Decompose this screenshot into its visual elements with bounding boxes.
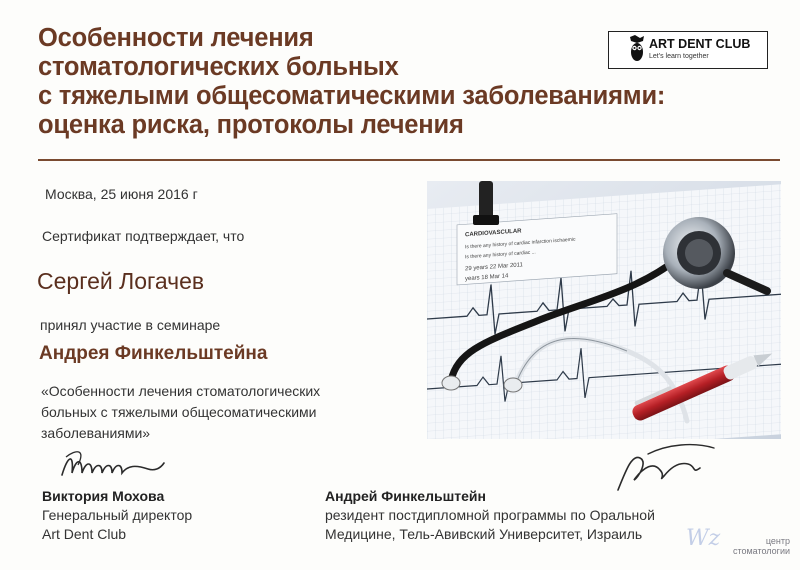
signer-name: Андрей Финкельштейн — [325, 488, 486, 504]
signer-org: Art Dent Club — [42, 526, 127, 542]
watermark-text — [733, 536, 790, 556]
ecg-row: years 18 Mar 14 — [465, 273, 509, 283]
stethoscope-ecg-photo — [427, 181, 781, 439]
logo-name: ART DENT CLUB — [649, 37, 751, 51]
title-line: Особенности лечения — [38, 24, 314, 52]
title-line: стоматологических больных — [38, 53, 399, 81]
signer-role: Генеральный директор — [42, 507, 193, 523]
watermark-logo: Wz — [686, 526, 721, 551]
ecg-heading: CARDIOVASCULAR — [465, 228, 522, 239]
seminar-line: «Особенности лечения стоматологических — [41, 383, 321, 399]
signer-finkelshtein — [325, 487, 655, 544]
seminar-line: заболеваниями» — [41, 425, 151, 441]
participation-text: принял участие в семинаре — [40, 317, 221, 333]
signer-mokhova — [42, 487, 192, 544]
title-line: оценка риска, протоколы лечения — [38, 111, 464, 139]
header-divider — [38, 159, 780, 161]
title-line: с тяжелыми общесоматическими заболеваниями: — [38, 82, 666, 110]
watermark-line: стоматологии — [732, 546, 790, 556]
watermark-line: центр — [765, 536, 790, 546]
seminar-title — [41, 381, 421, 444]
recipient-name: Сергей Логачев — [37, 268, 205, 294]
city-date: Москва, 25 июня 2016 г — [45, 186, 198, 202]
confirmation-text: Сертификат подтверждает, что — [42, 228, 245, 244]
logo-tagline: Let's learn together — [649, 53, 709, 60]
signature-mokhova — [56, 445, 166, 485]
clinic-watermark — [686, 526, 796, 566]
certificate-title — [38, 24, 666, 140]
ecg-row: 29 years 22 Mar 2011 — [465, 262, 523, 273]
signer-name: Виктория Мохова — [42, 488, 165, 504]
ecg-row: Is there any history of cardiac ... — [465, 249, 536, 261]
seminar-line: больных с тяжелыми общесоматическими — [41, 404, 317, 420]
ecg-row: Is there any history of cardiac infarction ischaemic — [465, 236, 576, 251]
signer-org: Медицине, Тель-Авивский Университет, Израиль — [325, 526, 643, 542]
art-dent-club-logo — [608, 31, 768, 69]
lecturer-name: Андрея Финкельштейна — [39, 343, 268, 364]
signer-role: резидент постдипломной программы по Оральной — [325, 507, 655, 523]
owl-icon — [627, 34, 647, 64]
